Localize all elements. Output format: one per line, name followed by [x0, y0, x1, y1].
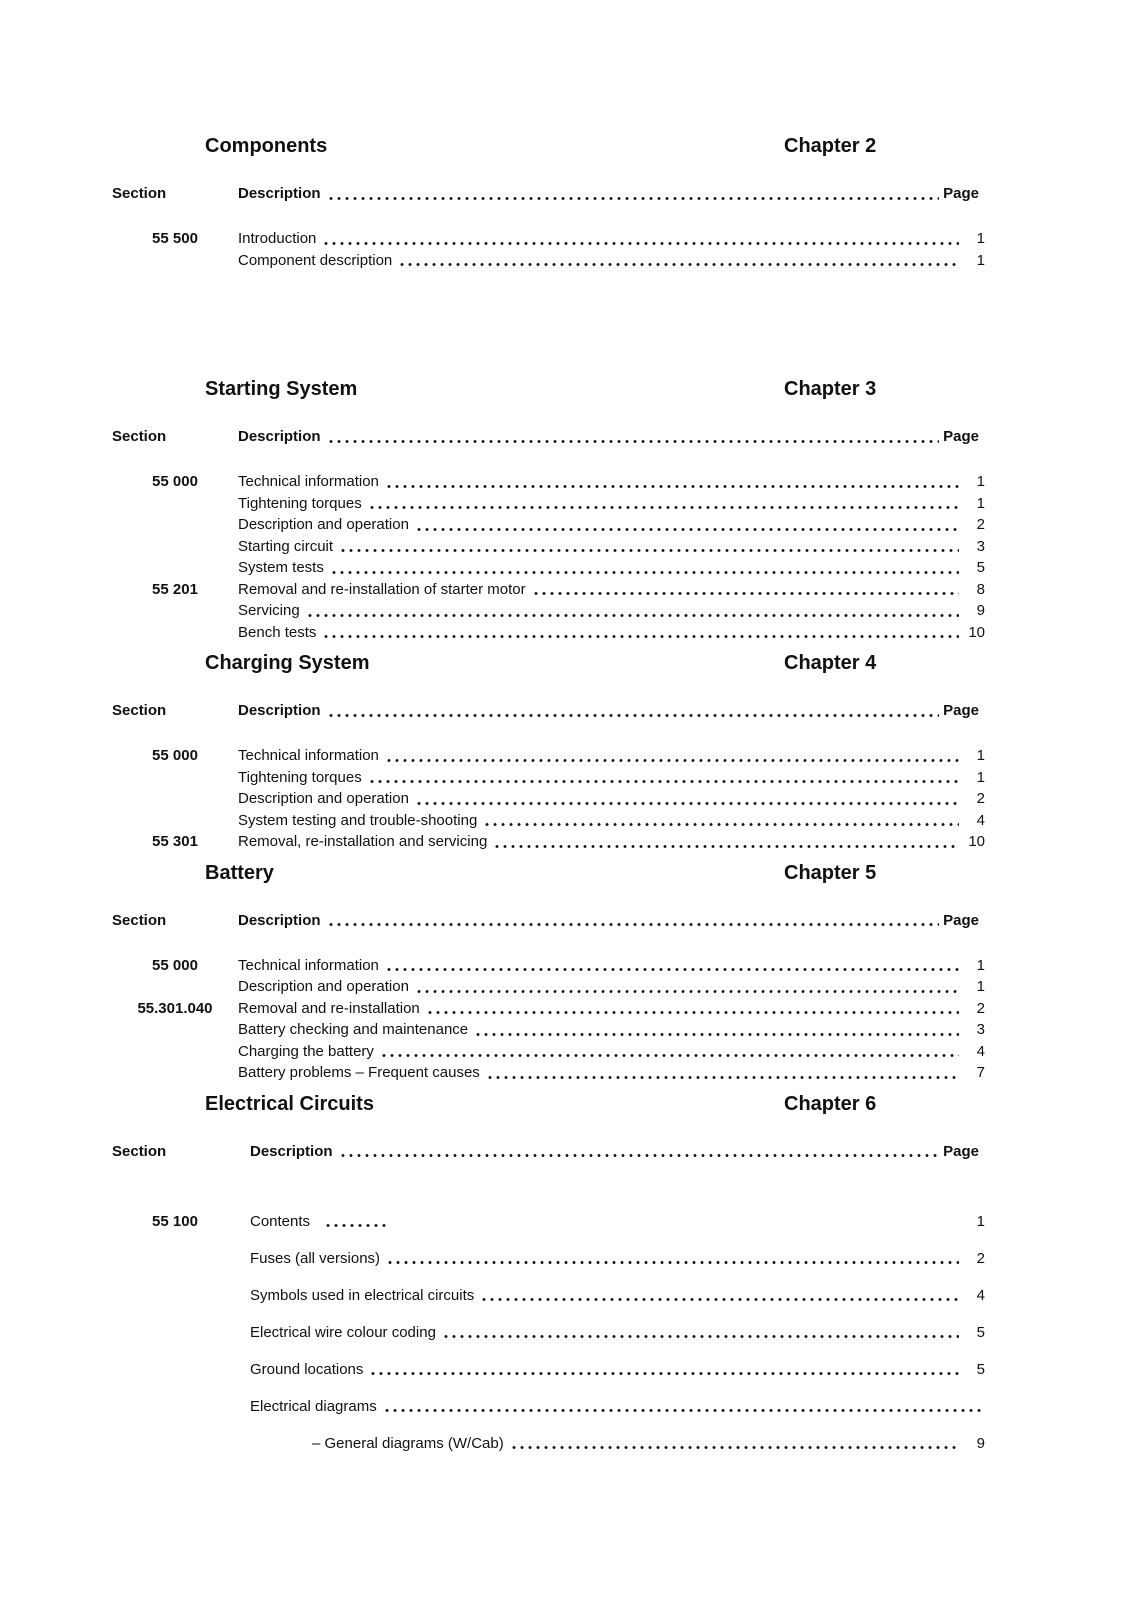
- entry-description: Charging the battery: [238, 1042, 374, 1060]
- page-number: 1: [976, 1212, 985, 1230]
- toc-row: [112, 976, 985, 998]
- toc-row: [112, 600, 985, 622]
- page-number: 1: [976, 494, 985, 512]
- entry-description: Battery checking and maintenance: [238, 1021, 469, 1038]
- chapter-header: [112, 134, 985, 158]
- dot-leader: [339, 1141, 940, 1162]
- page-number: 10: [968, 623, 985, 641]
- section-number: [112, 493, 238, 515]
- toc-row: [112, 1433, 985, 1455]
- page-number: 4: [976, 1286, 985, 1304]
- page-number: 1: [976, 978, 985, 995]
- section-number: [112, 976, 238, 998]
- chapter-block: [112, 651, 985, 853]
- toc-row: [112, 831, 985, 853]
- column-header-description: Description: [238, 702, 321, 719]
- chapter-title: Electrical Circuits: [205, 1092, 374, 1115]
- dot-leader: [327, 183, 940, 204]
- section-number: [112, 1062, 238, 1084]
- toc-row: [112, 1285, 985, 1307]
- column-header-page: Page: [943, 185, 979, 202]
- section-number: [112, 600, 238, 622]
- entry-description: Battery problems – Frequent causes: [238, 1064, 480, 1081]
- entry-description: Electrical diagrams: [250, 1397, 377, 1415]
- chapter-header: [112, 377, 985, 401]
- column-header-page: Page: [943, 702, 979, 719]
- column-header-section: Section: [112, 702, 167, 719]
- entry-description: Ground locations: [250, 1360, 364, 1378]
- dot-leader: [369, 1359, 959, 1381]
- toc-row: [112, 1359, 985, 1381]
- chapter-number-label: Chapter 5: [784, 861, 877, 884]
- toc-entries: [112, 471, 985, 643]
- entry-description: Removal, re-installation and servicing: [238, 833, 488, 850]
- section-number: [112, 1285, 238, 1307]
- toc-row: [112, 1041, 985, 1063]
- page-number: 7: [976, 1064, 985, 1081]
- entry-description: System testing and trouble-shooting: [238, 811, 478, 829]
- entry-description: Tightening torques: [238, 494, 362, 512]
- entry-description: Component description: [238, 251, 393, 269]
- toc-row: [112, 998, 985, 1020]
- section-number: [112, 536, 238, 558]
- dot-leader: [368, 493, 959, 515]
- column-header-section: Section: [112, 911, 167, 929]
- section-number: 55 000: [152, 956, 198, 974]
- column-header-section: Section: [112, 185, 167, 202]
- page-number: 1: [976, 768, 985, 786]
- toc-row: [112, 767, 985, 789]
- page-number: 2: [976, 1249, 985, 1267]
- chapter-header: [112, 1092, 985, 1116]
- section-number: 55 500: [152, 230, 198, 247]
- entry-description: Servicing: [238, 602, 300, 619]
- dot-leader: [306, 600, 959, 622]
- dot-leader: [327, 426, 940, 447]
- section-number: [112, 788, 238, 810]
- section-number: [112, 622, 238, 644]
- entry-description: Description and operation: [238, 516, 409, 533]
- chapter-header: [112, 651, 985, 675]
- chapter-title: Starting System: [205, 378, 358, 400]
- column-header-page: Page: [943, 1142, 979, 1160]
- column-header-description: Description: [238, 185, 321, 202]
- column-header-description: Description: [238, 911, 321, 929]
- entry-description: Technical information: [238, 473, 379, 490]
- chapter-block: [112, 377, 985, 643]
- entry-description: Description and operation: [238, 978, 409, 995]
- section-number: [112, 1248, 238, 1270]
- dot-leader: [386, 1248, 959, 1270]
- page-number: 1: [976, 956, 985, 974]
- page-number: 1: [976, 251, 985, 269]
- toc-row: [112, 1062, 985, 1084]
- chapter-title: Battery: [205, 861, 274, 884]
- toc-row: [112, 1019, 985, 1041]
- chapter-header: [112, 861, 985, 885]
- chapter-number-label: Chapter 3: [784, 378, 877, 400]
- toc-row: [112, 228, 985, 250]
- page-number: 4: [976, 1042, 985, 1060]
- dot-leader: [322, 622, 959, 644]
- chapter-number-label: Chapter 4: [784, 652, 877, 674]
- entry-description: Electrical wire colour coding: [250, 1323, 436, 1341]
- section-number: [112, 767, 238, 789]
- dot-leader: [483, 810, 959, 832]
- entry-description: Starting circuit: [238, 537, 334, 555]
- page-number: 9: [976, 1434, 985, 1452]
- section-number: [112, 514, 238, 536]
- chapter-block: [112, 861, 985, 1084]
- toc-row: [112, 1248, 985, 1270]
- toc-row: [112, 579, 985, 601]
- section-number: [112, 1019, 238, 1041]
- toc-row: [112, 788, 985, 810]
- dot-leader: [380, 1041, 959, 1063]
- column-header-row: [112, 700, 985, 721]
- section-number: [112, 1396, 238, 1418]
- dot-leader: [532, 579, 959, 601]
- toc-row: [112, 1322, 985, 1344]
- section-number: 55 000: [152, 747, 198, 764]
- chapter-title: Components: [205, 135, 328, 157]
- entry-description: Contents: [250, 1212, 311, 1230]
- page-number: 3: [976, 1021, 985, 1038]
- section-number: [112, 1359, 238, 1381]
- dot-leader: [322, 228, 959, 250]
- dot-leader: [486, 1062, 959, 1084]
- section-number: [112, 1322, 238, 1344]
- page-number: 5: [976, 1360, 985, 1378]
- entry-description: Tightening torques: [238, 768, 362, 786]
- column-header-page: Page: [943, 911, 979, 929]
- dot-leader: [442, 1322, 959, 1344]
- toc-entries: [112, 1211, 985, 1455]
- toc-row: [112, 471, 985, 493]
- section-number: [112, 557, 238, 579]
- chapter-title: Charging System: [205, 652, 370, 674]
- column-header-row: [112, 1141, 985, 1162]
- section-number: 55 201: [152, 580, 198, 598]
- entry-description: Removal and re-installation: [238, 999, 420, 1017]
- toc-entries: [112, 955, 985, 1084]
- dot-leader: [510, 1433, 959, 1455]
- column-header-row: [112, 426, 985, 447]
- toc-row: [112, 1211, 985, 1233]
- page-number: 5: [976, 1323, 985, 1341]
- section-number: 55.301.040: [137, 999, 213, 1017]
- chapter-list: [112, 134, 985, 1454]
- entry-description: Fuses (all versions): [250, 1249, 381, 1267]
- dot-leader: [493, 831, 959, 853]
- page-number: 2: [976, 999, 985, 1017]
- page-number: 3: [976, 537, 985, 555]
- page-number: 9: [976, 602, 985, 619]
- toc-row: [112, 1396, 985, 1418]
- toc-row: [112, 493, 985, 515]
- dot-leader: [385, 955, 959, 977]
- section-number: 55 301: [152, 833, 198, 850]
- dot-leader: [383, 1396, 985, 1418]
- column-header-row: [112, 910, 985, 931]
- dot-leader: [327, 700, 940, 721]
- section-number: [112, 810, 238, 832]
- dot-leader: [415, 788, 959, 810]
- page-number: 10: [968, 833, 985, 850]
- entry-description: Introduction: [238, 230, 317, 247]
- dot-leader: [330, 557, 959, 579]
- toc-row: [112, 955, 985, 977]
- entry-description: – General diagrams (W/Cab): [312, 1434, 504, 1452]
- column-header-page: Page: [943, 428, 979, 445]
- dot-leader: [415, 976, 959, 998]
- entry-description: System tests: [238, 559, 324, 576]
- column-header-description: Description: [250, 1142, 333, 1160]
- toc-row: [112, 557, 985, 579]
- dot-leader: [385, 745, 959, 767]
- toc-row: [112, 622, 985, 644]
- page-number: 2: [976, 790, 985, 807]
- chapter-block: [112, 134, 985, 271]
- page-number: 1: [976, 747, 985, 764]
- dot-leader: [324, 1211, 388, 1233]
- section-number: [112, 1041, 238, 1063]
- section-number: 55 100: [152, 1212, 198, 1230]
- toc-row: [112, 514, 985, 536]
- dot-leader: [327, 910, 940, 931]
- chapter-number-label: Chapter 6: [784, 1092, 877, 1115]
- toc-row: [112, 536, 985, 558]
- toc-row: [112, 745, 985, 767]
- entry-description: Description and operation: [238, 790, 409, 807]
- toc-entries: [112, 228, 985, 271]
- section-number: [112, 250, 238, 272]
- dot-leader: [385, 471, 959, 493]
- column-header-description: Description: [238, 428, 321, 445]
- dot-leader: [398, 250, 959, 272]
- page-number: 8: [976, 580, 985, 598]
- page-number: 2: [976, 516, 985, 533]
- toc-row: [112, 810, 985, 832]
- dot-leader: [368, 767, 959, 789]
- dot-leader: [339, 536, 959, 558]
- dot-leader: [415, 514, 959, 536]
- column-header-row: [112, 183, 985, 204]
- section-number: [112, 1433, 238, 1455]
- chapter-block: [112, 1092, 985, 1455]
- section-number: 55 000: [152, 473, 198, 490]
- chapter-number-label: Chapter 2: [784, 135, 877, 157]
- entry-description: Technical information: [238, 747, 379, 764]
- entry-description: Removal and re-installation of starter motor: [238, 580, 526, 598]
- page-number: 1: [976, 230, 985, 247]
- entry-description: Symbols used in electrical circuits: [250, 1286, 475, 1304]
- dot-leader: [480, 1285, 959, 1307]
- toc-row: [112, 250, 985, 272]
- toc-entries: [112, 745, 985, 853]
- page-number: 4: [976, 811, 985, 829]
- dot-leader: [474, 1019, 959, 1041]
- page-number: 5: [976, 559, 985, 576]
- dot-leader: [426, 998, 959, 1020]
- entry-description: Technical information: [238, 956, 379, 974]
- entry-description: Bench tests: [238, 623, 317, 641]
- column-header-section: Section: [112, 1142, 167, 1160]
- page-number: 1: [976, 473, 985, 490]
- column-header-section: Section: [112, 428, 167, 445]
